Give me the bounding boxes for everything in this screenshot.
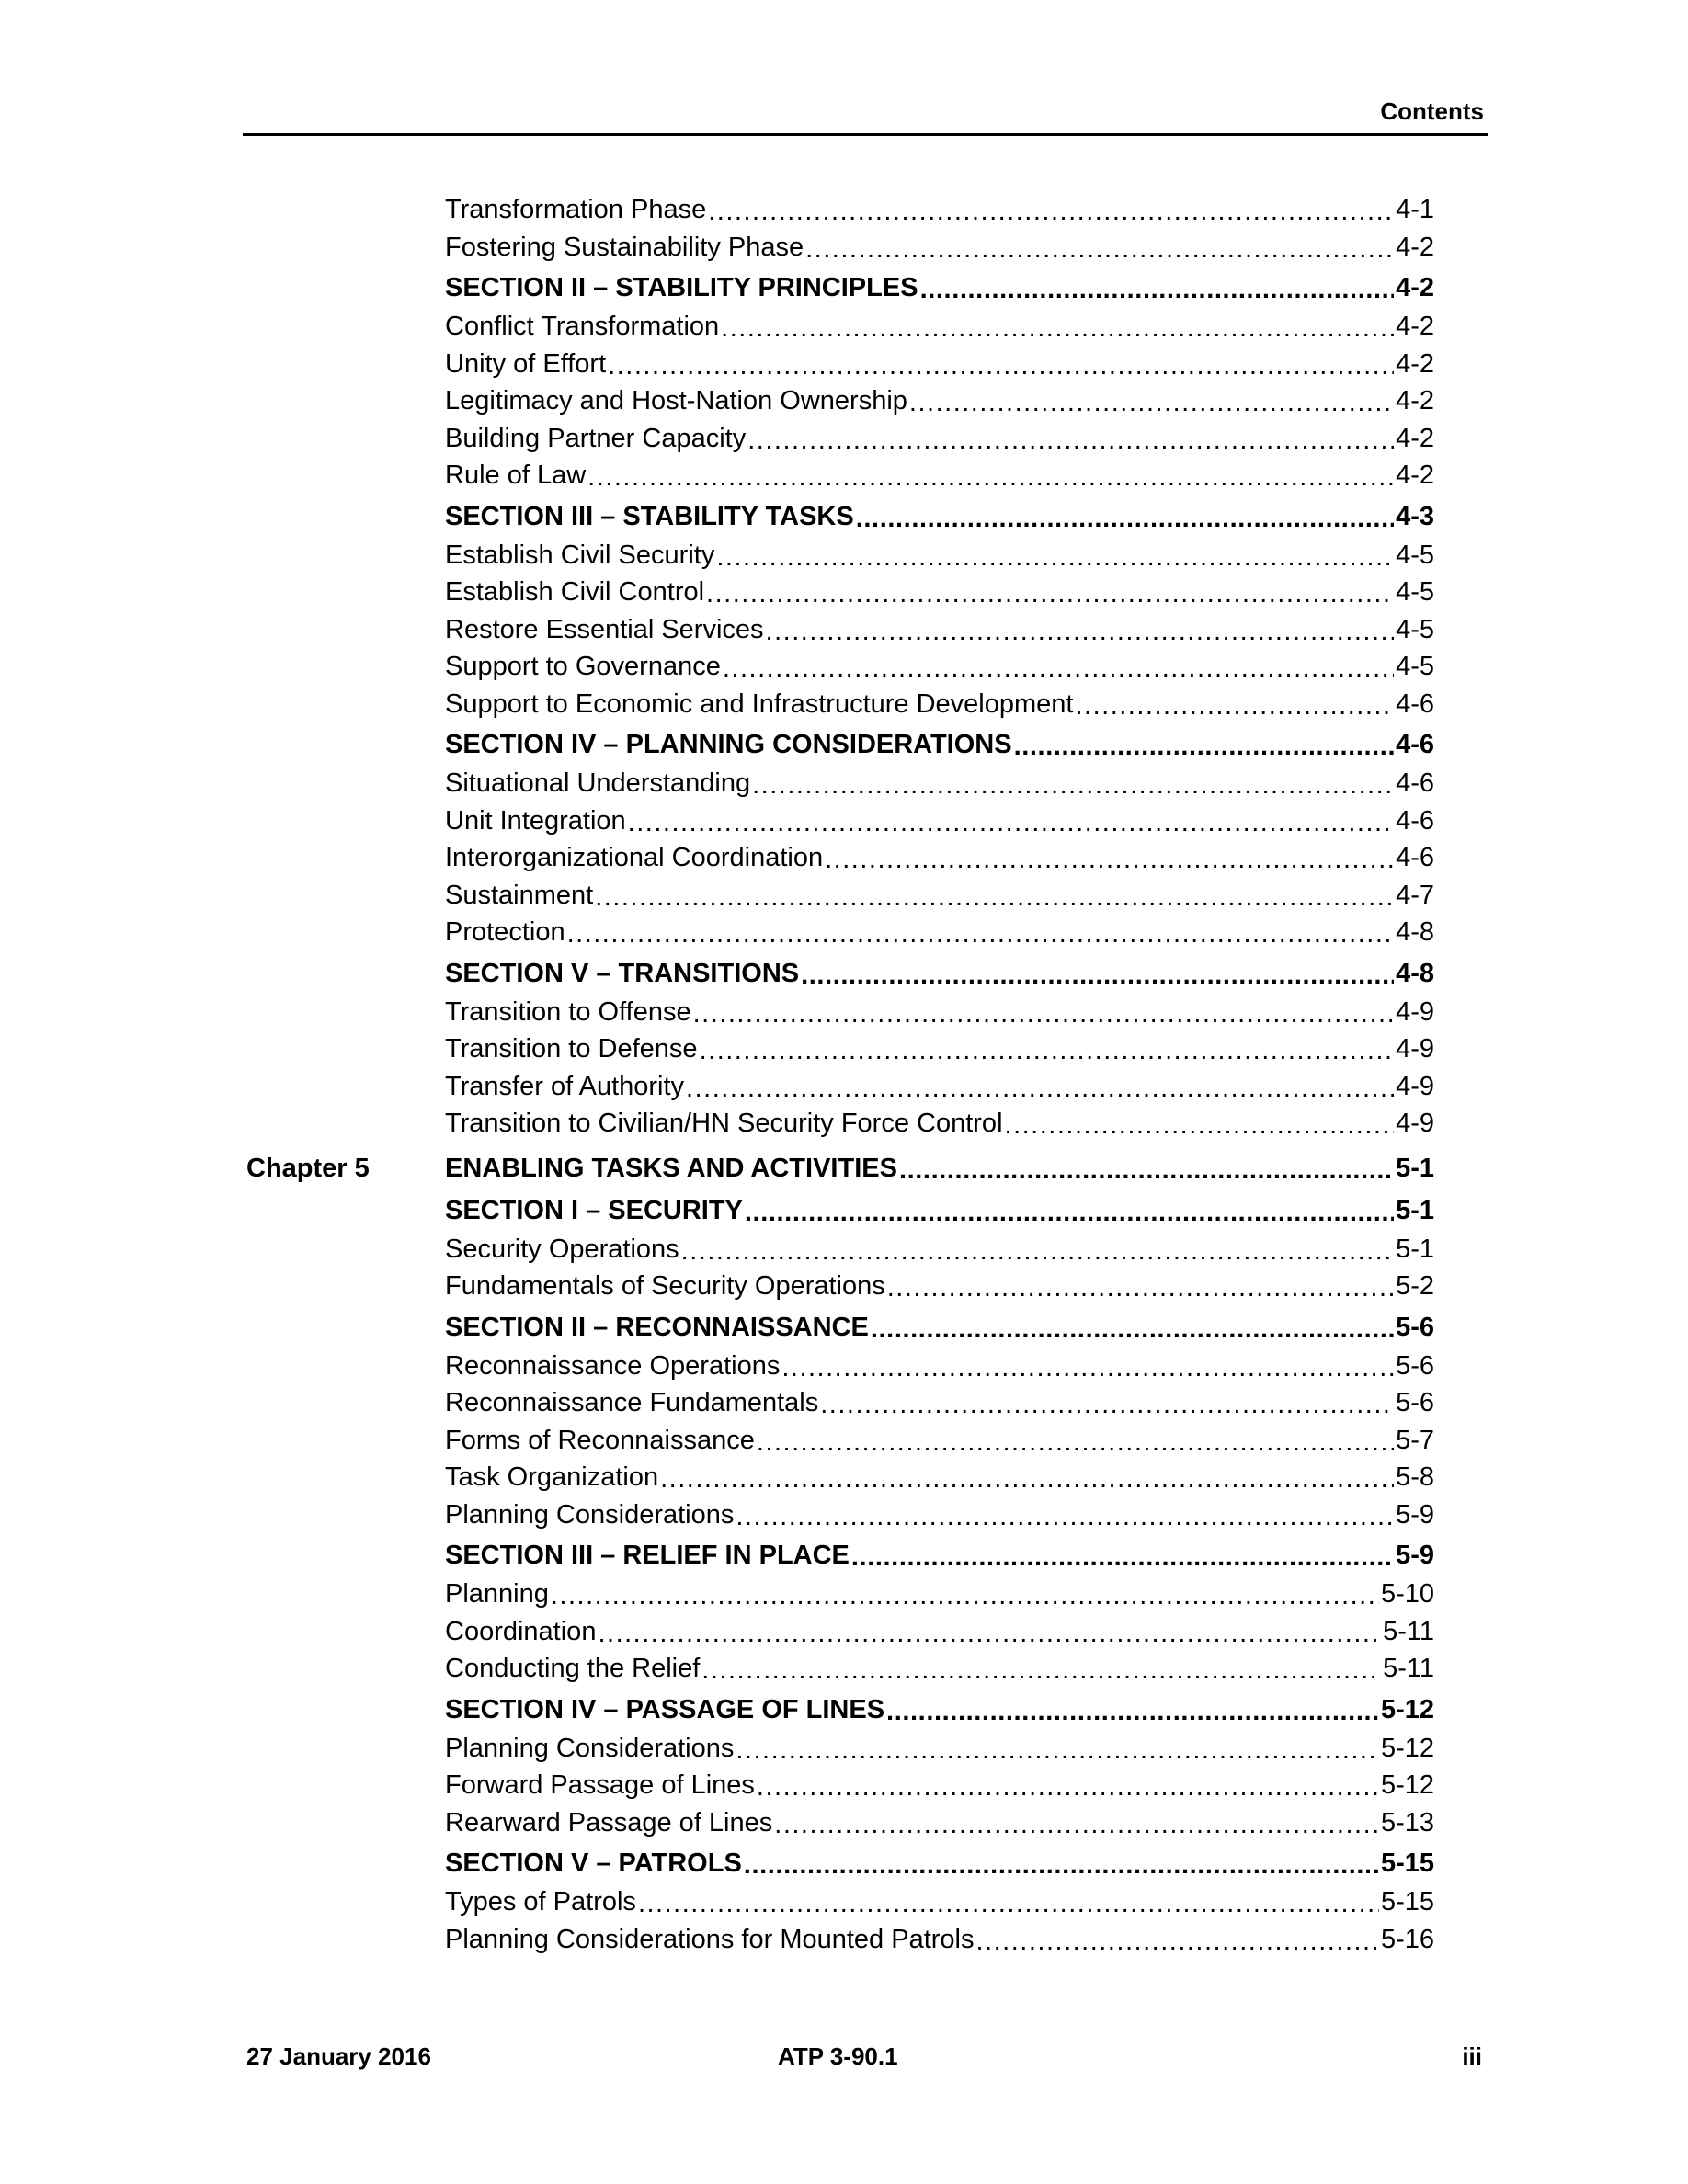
toc-section-row [246,273,1434,312]
toc-entry-title: SECTION III – STABILITY TASKS [445,501,854,531]
toc-entry-title: Conflict Transformation [445,312,720,341]
toc-entry-title: Rearward Passage of Lines [445,1807,773,1837]
toc-dot-leader [851,1542,1394,1569]
toc-entry-row [246,1887,1434,1925]
toc-dot-leader [598,1619,1381,1645]
toc-entry-title: Restore Essential Services [445,614,764,644]
toc-page-number: 5-16 [1380,1924,1434,1954]
toc-section-row [246,1313,1434,1351]
toc-page-number: 4-5 [1396,577,1434,607]
toc-entry-title: Support to Governance [445,652,721,681]
toc-page-number: 5-9 [1396,1499,1434,1530]
toc-entry-row [246,843,1434,881]
toc-entry-title: Reconnaissance Fundamentals [445,1388,819,1417]
toc-entry-title: Sustainment [445,880,594,910]
toc-dot-leader [871,1314,1394,1341]
toc-entry-row [246,806,1434,844]
toc-section-row [246,959,1434,997]
toc-page-number: 4-8 [1396,917,1434,947]
toc-page-number: 5-2 [1396,1271,1434,1301]
toc-page-number: 5-15 [1380,1887,1434,1917]
toc-page-number: 4-9 [1396,996,1434,1027]
toc-entry-title: Fostering Sustainability Phase [445,232,804,262]
toc-page-number: 4-2 [1396,273,1434,302]
toc-entry-title: Coordination [445,1616,597,1646]
table-of-contents [246,195,1434,1962]
toc-page-number: 4-3 [1396,501,1434,531]
toc-entry-row [246,1734,1434,1771]
toc-page-number: 4-9 [1396,1034,1434,1064]
toc-dot-leader [638,1889,1379,1916]
footer-date: 27 January 2016 [246,2042,431,2070]
toc-dot-leader [752,770,1394,797]
toc-dot-leader [745,1198,1394,1224]
toc-dot-leader [805,234,1394,261]
toc-entry-row [246,424,1434,461]
toc-entry-title: Reconnaissance Operations [445,1350,781,1381]
toc-entry-title: Security Operations [445,1234,679,1264]
toc-entry-row [246,577,1434,615]
toc-entry-row [246,917,1434,955]
toc-page-number: 4-6 [1396,843,1434,872]
toc-entry-title: SECTION IV – PASSAGE OF LINES [445,1694,885,1724]
toc-page-number: 4-2 [1396,386,1434,415]
footer-publication: ATP 3-90.1 [778,2042,898,2070]
toc-page-number: 4-2 [1396,423,1434,453]
toc-entry-title: Transition to Civilian/HN Security Force Control [445,1109,1003,1138]
toc-entry-row [246,540,1434,578]
toc-entry-title: Unity of Effort [445,348,607,379]
toc-dot-leader [736,1735,1379,1762]
toc-entry-title: Rule of Law [445,461,587,490]
toc-dot-leader [701,1655,1381,1682]
toc-page-number: 5-6 [1396,1350,1434,1381]
toc-entry-title: Planning Considerations for Mounted Patrols [445,1924,975,1954]
toc-entry-title: SECTION II – STABILITY PRINCIPLES [445,273,918,302]
toc-entry-row [246,386,1434,424]
footer-page-number: iii [1462,2042,1482,2070]
toc-page-number: 5-1 [1396,1153,1434,1183]
toc-entry-row [246,1654,1434,1691]
toc-dot-leader [856,504,1394,530]
toc-dot-leader [723,654,1394,680]
toc-entry-title: Support to Economic and Infrastructure Development [445,688,1074,719]
toc-entry-row [246,1234,1434,1272]
toc-entry-title: Conducting the Relief [445,1654,701,1683]
toc-section-row [246,1196,1434,1234]
toc-dot-leader [708,197,1394,223]
toc-page-number: 4-6 [1396,688,1434,719]
toc-page-number: 5-1 [1396,1234,1434,1264]
toc-page-number: 4-2 [1396,461,1434,490]
toc-entry-title: Transfer of Authority [445,1071,685,1101]
toc-entry-row [246,312,1434,349]
toc-chapter-row [246,1154,1434,1192]
toc-dot-leader [736,1502,1394,1529]
toc-entry-title: Establish Civil Security [445,540,715,570]
toc-page-number: 4-1 [1396,195,1434,224]
toc-page-number: 5-8 [1396,1462,1434,1492]
toc-entry-row [246,615,1434,653]
toc-dot-leader [825,845,1394,871]
toc-page-number: 4-6 [1396,730,1434,759]
toc-entry-title: Protection [445,917,565,947]
toc-entry-row [246,233,1434,270]
toc-page-number: 4-7 [1396,880,1434,910]
toc-dot-leader [1014,732,1395,758]
toc-page-number: 4-9 [1396,1109,1434,1138]
toc-entry-title: Building Partner Capacity [445,423,747,453]
toc-entry-title: SECTION II – RECONNAISSANCE [445,1312,869,1342]
toc-entry-row [246,1808,1434,1846]
toc-entry-row [246,1271,1434,1309]
toc-dot-leader [567,919,1395,946]
toc-page-number: 4-8 [1396,958,1434,988]
toc-dot-leader [820,1390,1394,1416]
toc-entry-title: SECTION I – SECURITY [445,1195,743,1225]
toc-dot-leader [920,275,1395,301]
toc-dot-leader [744,1850,1379,1877]
toc-entry-row [246,1462,1434,1500]
toc-dot-leader [1075,691,1394,718]
header-title: Contents [1380,97,1484,125]
toc-entry-title: SECTION V – TRANSITIONS [445,958,800,988]
toc-entry-row [246,1109,1434,1146]
toc-chapter-label: Chapter 5 [246,1153,370,1183]
toc-entry-row [246,1072,1434,1109]
toc-page-number: 5-15 [1380,1848,1434,1878]
toc-dot-leader [700,1036,1395,1063]
toc-entry-row [246,1925,1434,1962]
toc-entry-title: Unit Integration [445,805,626,836]
toc-dot-leader [551,1581,1379,1608]
toc-section-row [246,1541,1434,1579]
toc-entry-title: SECTION V – PATROLS [445,1848,742,1878]
toc-dot-leader [693,999,1394,1026]
toc-entry-row [246,1034,1434,1072]
toc-entry-row [246,652,1434,689]
toc-page-number: 4-5 [1396,652,1434,681]
toc-dot-leader [774,1810,1379,1837]
toc-dot-leader [887,1273,1394,1300]
toc-page-number: 5-13 [1380,1807,1434,1837]
toc-entry-row [246,1426,1434,1463]
toc-dot-leader [660,1464,1394,1491]
toc-entry-title: SECTION III – RELIEF IN PLACE [445,1541,850,1570]
toc-section-row [246,502,1434,540]
toc-page-number: 5-11 [1383,1616,1434,1646]
toc-entry-title: Forms of Reconnaissance [445,1425,755,1455]
page-header [243,95,1488,136]
toc-dot-leader [1005,1110,1395,1137]
toc-entry-row [246,1351,1434,1389]
toc-section-row [246,1848,1434,1887]
toc-dot-leader [681,1236,1394,1263]
toc-entry-title: Planning Considerations [445,1733,735,1763]
toc-page-number: 4-2 [1396,348,1434,379]
toc-page-number: 5-10 [1380,1579,1434,1609]
toc-dot-leader [757,1772,1379,1799]
toc-page-number: 4-5 [1396,614,1434,644]
toc-dot-leader [706,579,1394,606]
toc-entry-row [246,1617,1434,1655]
toc-entry-title: Transition to Defense [445,1034,698,1064]
toc-dot-leader [721,313,1394,340]
toc-dot-leader [608,351,1394,378]
toc-dot-leader [766,617,1395,643]
toc-page-number: 5-7 [1396,1425,1434,1455]
toc-entry-title: Transformation Phase [445,195,707,224]
toc-entry-row [246,1388,1434,1426]
toc-page-number: 4-6 [1396,805,1434,836]
toc-entry-row [246,997,1434,1035]
toc-entry-title: Types of Patrols [445,1887,636,1917]
toc-entry-title: Legitimacy and Host-Nation Ownership [445,386,907,415]
toc-entry-title: Task Organization [445,1462,659,1492]
toc-entry-title: Forward Passage of Lines [445,1770,755,1800]
toc-dot-leader [716,542,1394,569]
toc-entry-title: Interorganizational Coordination [445,843,824,872]
toc-page-number: 4-9 [1396,1071,1434,1101]
toc-entry-title: Establish Civil Control [445,577,705,607]
toc-page-number: 5-11 [1383,1654,1434,1683]
toc-dot-leader [587,462,1394,489]
toc-entry-title: SECTION IV – PLANNING CONSIDERATIONS [445,730,1012,759]
toc-entry-row [246,195,1434,233]
toc-entry-row [246,1579,1434,1617]
toc-dot-leader [686,1074,1394,1100]
toc-dot-leader [899,1155,1394,1182]
toc-page-number: 4-2 [1396,312,1434,341]
toc-dot-leader [628,808,1394,835]
toc-page-number: 5-12 [1380,1770,1434,1800]
toc-page-number: 5-12 [1380,1694,1434,1724]
toc-entry-row [246,349,1434,387]
toc-section-row [246,730,1434,768]
toc-dot-leader [909,388,1394,415]
toc-page-number: 5-9 [1396,1541,1434,1570]
toc-page-number: 5-6 [1396,1388,1434,1417]
toc-entry-title: Situational Understanding [445,768,751,798]
toc-page-number: 5-1 [1396,1195,1434,1225]
toc-entry-row [246,461,1434,498]
toc-entry-title: ENABLING TASKS AND ACTIVITIES [445,1153,897,1183]
toc-entry-row [246,881,1434,918]
toc-page-number: 4-2 [1396,232,1434,262]
toc-dot-leader [886,1697,1379,1723]
toc-dot-leader [757,1428,1394,1454]
toc-entry-row [246,1770,1434,1808]
toc-page-number: 4-5 [1396,540,1434,570]
toc-entry-title: Planning Considerations [445,1499,735,1530]
toc-section-row [246,1695,1434,1734]
toc-dot-leader [976,1927,1379,1953]
toc-entry-row [246,689,1434,727]
toc-entry-title: Transition to Offense [445,996,691,1027]
toc-dot-leader [781,1353,1394,1380]
toc-entry-row [246,1500,1434,1538]
toc-dot-leader [595,882,1394,909]
toc-page-number: 5-6 [1396,1312,1434,1342]
toc-entry-title: Planning [445,1579,549,1609]
toc-entry-title: Fundamentals of Security Operations [445,1271,885,1301]
toc-entry-row [246,768,1434,806]
toc-dot-leader [801,961,1394,987]
toc-page-number: 4-6 [1396,768,1434,798]
toc-page-number: 5-12 [1380,1733,1434,1763]
toc-dot-leader [747,426,1394,452]
